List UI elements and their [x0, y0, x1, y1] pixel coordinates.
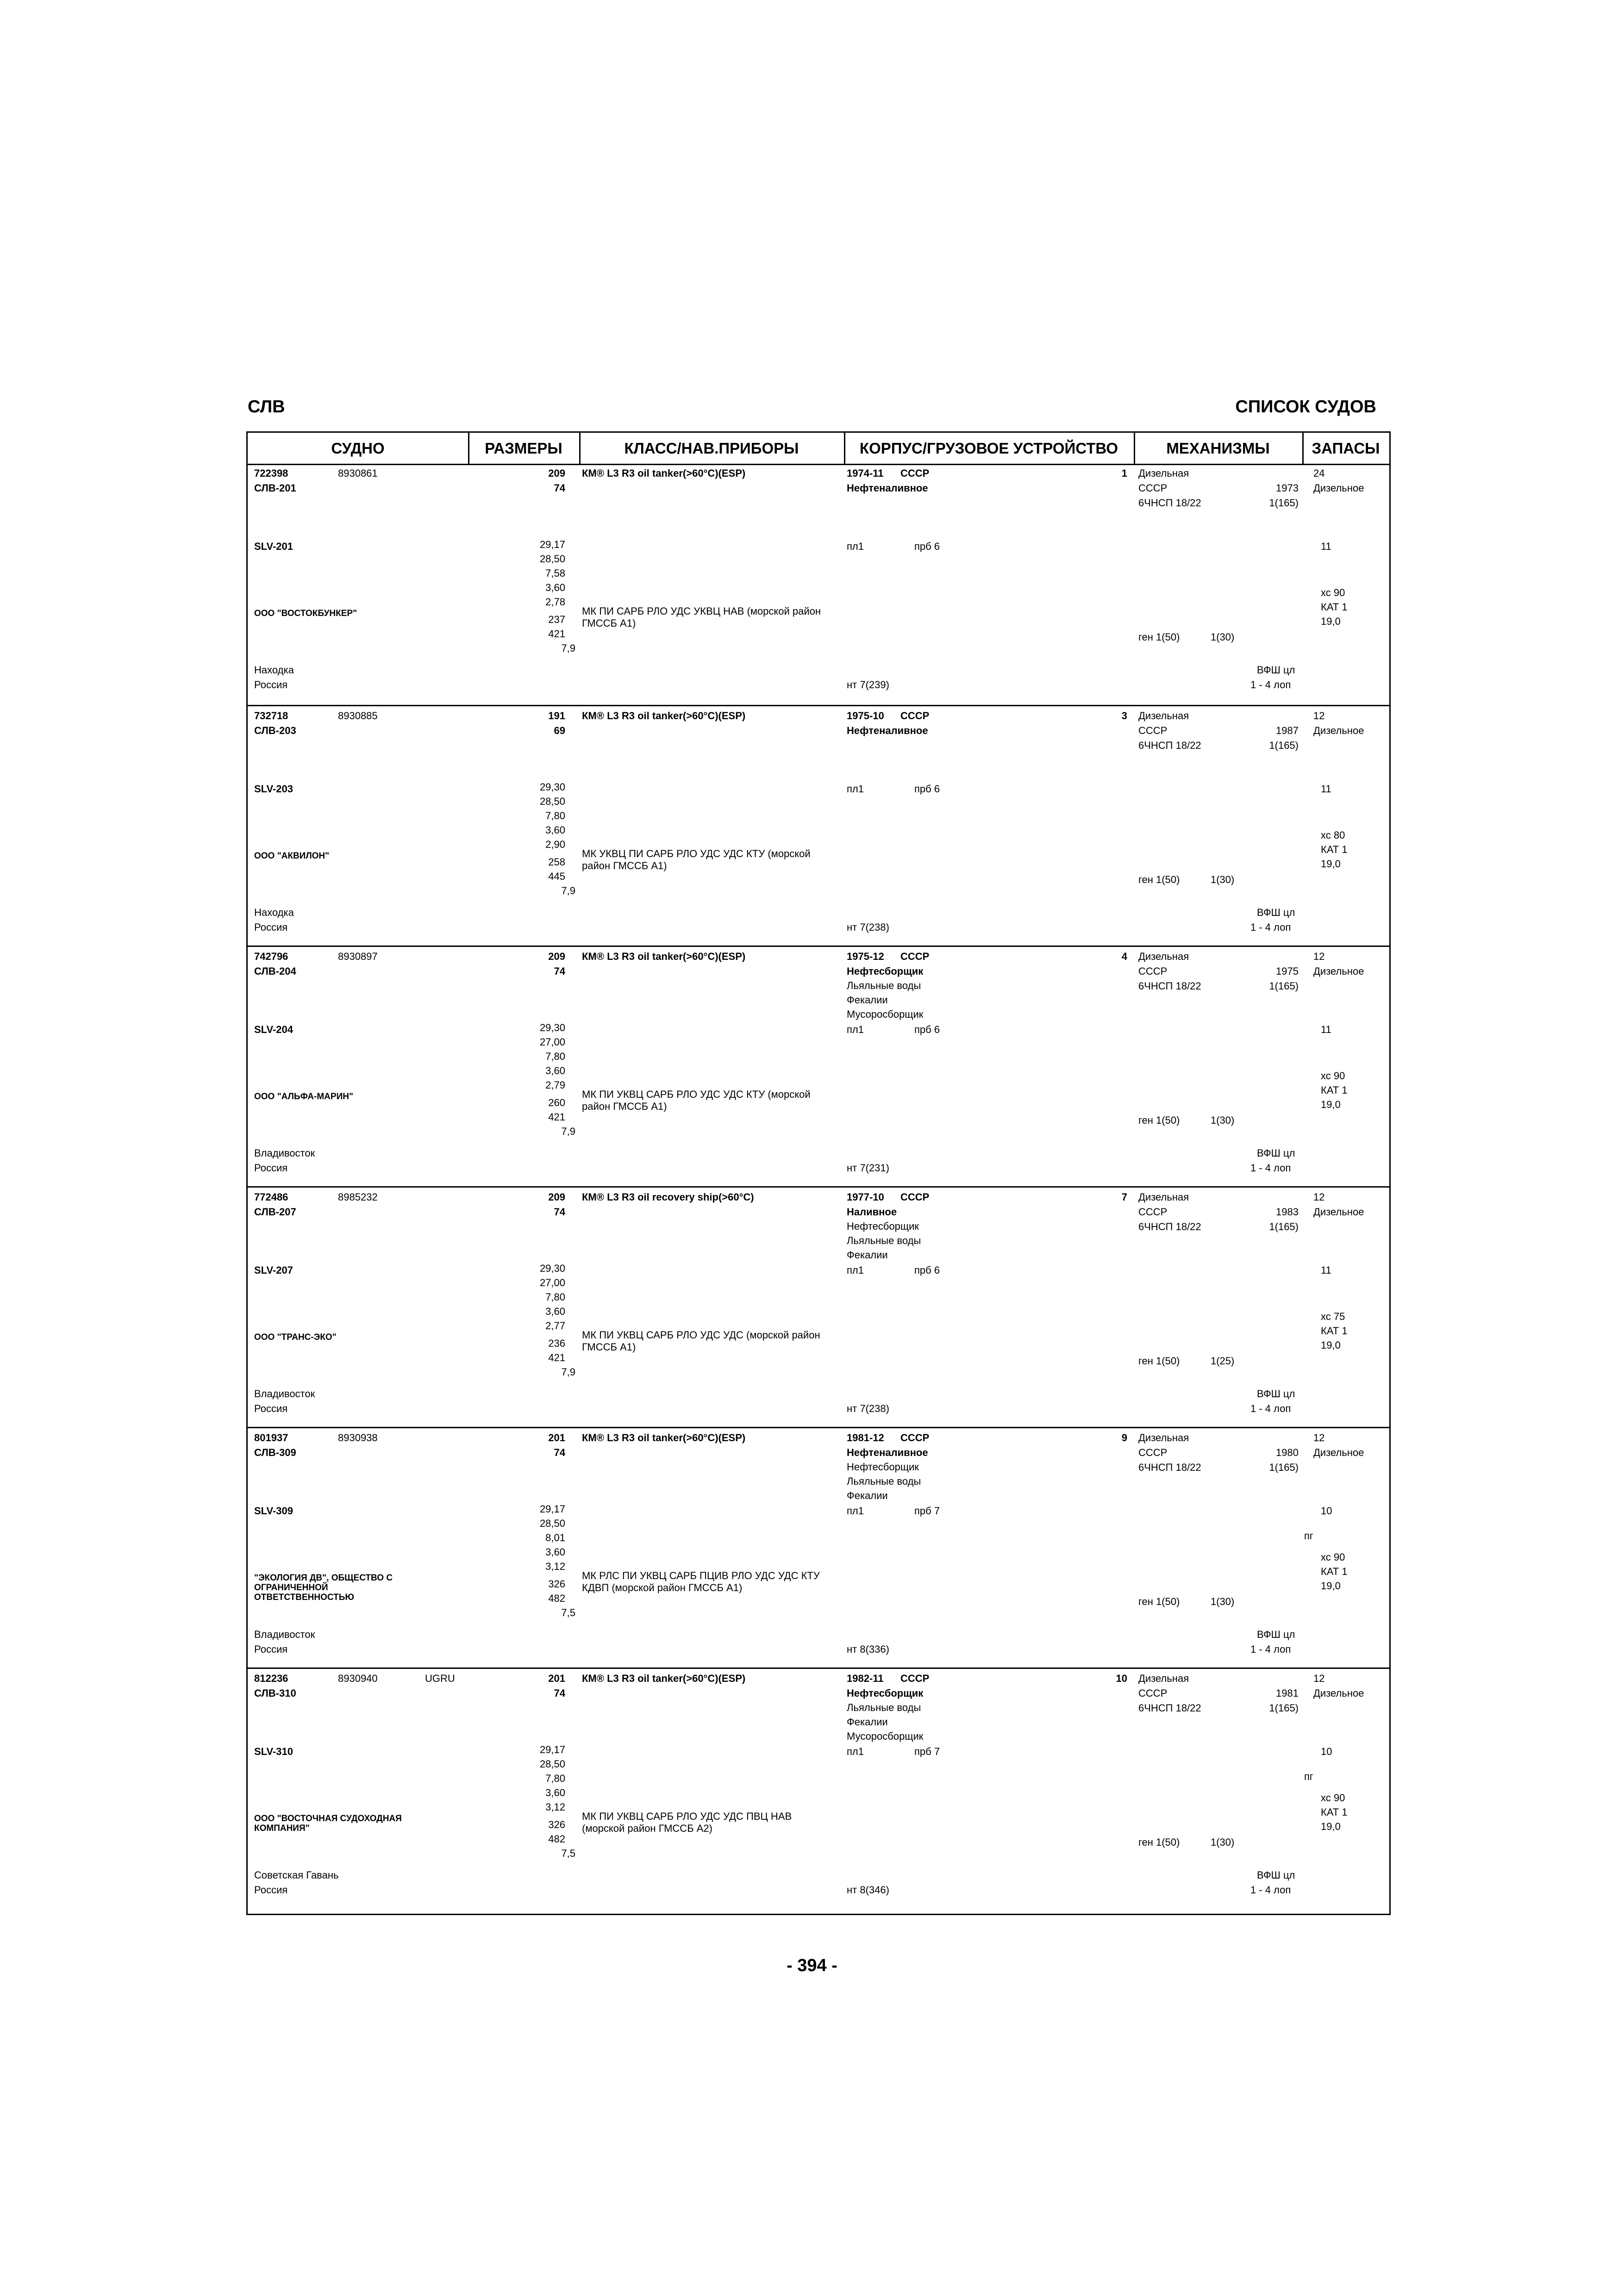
- imo-number: 8930861: [338, 467, 378, 479]
- propeller: ВФШ цл: [1257, 1629, 1295, 1640]
- engine-model: 6ЧНСП 18/22: [1138, 1702, 1201, 1714]
- net-tonnage: 74: [554, 1447, 565, 1458]
- yard-number: 1: [1121, 467, 1127, 479]
- plating: пл1: [847, 541, 864, 552]
- fuel-type: Дизельное: [1313, 482, 1364, 494]
- engine-count: 1(165): [1269, 980, 1299, 992]
- imo-number: 8930897: [338, 951, 378, 962]
- imo-number: 8930940: [338, 1673, 378, 1684]
- deadweight: 260: [548, 1097, 565, 1108]
- stores-category: КАТ 1: [1321, 1566, 1348, 1577]
- home-port: Находка: [254, 907, 294, 918]
- ship-name: СЛВ-207: [254, 1206, 296, 1218]
- gross-tonnage: 191: [548, 710, 565, 722]
- engine-model: 6ЧНСП 18/22: [1138, 1462, 1201, 1473]
- propeller-blades: 1 - 4 лоп: [1250, 679, 1291, 691]
- yard-number: 7: [1121, 1191, 1127, 1203]
- ship-entry: [248, 464, 1389, 704]
- deadweight: 236: [548, 1338, 565, 1349]
- engine-country: СССР: [1138, 482, 1168, 494]
- engine-type: Дизельная: [1138, 1432, 1189, 1444]
- stores-xs: хс 90: [1321, 1551, 1345, 1563]
- propeller: ВФШ цл: [1257, 1388, 1295, 1400]
- speed: 19,0: [1321, 1580, 1341, 1592]
- home-port: Советская Гавань: [254, 1869, 339, 1881]
- stores-days: 12: [1313, 1191, 1325, 1203]
- cargo-type: Фекалии: [847, 1490, 888, 1501]
- stores-category: КАТ 1: [1321, 601, 1348, 613]
- engine-country: СССР: [1138, 1687, 1168, 1699]
- speed: 19,0: [1321, 1099, 1341, 1110]
- cargo-type: Льяльные воды: [847, 1475, 921, 1487]
- ship-name-latin: SLV-201: [254, 541, 293, 552]
- reg-number: 742796: [254, 951, 288, 962]
- propeller: ВФШ цл: [1257, 907, 1295, 918]
- gross-tonnage: 209: [548, 1191, 565, 1203]
- engine-model: 6ЧНСП 18/22: [1138, 1221, 1201, 1232]
- engine-country: СССР: [1138, 1206, 1168, 1218]
- column-header-machinery: МЕХАНИЗМЫ: [1166, 440, 1270, 457]
- net-tonnage: 74: [554, 482, 565, 494]
- engine-year: 1980: [1276, 1447, 1299, 1458]
- call-sign: UGRU: [425, 1673, 455, 1684]
- class-notation: КМ® L3 R3 oil tanker(>60°C)(ESP): [582, 467, 746, 479]
- nav-equipment: МК ПИ УКВЦ САРБ РЛО УДС УДС ПВЦ НАВ (морской район ГМССБ А2): [582, 1811, 792, 1834]
- stores-xs: хс 80: [1321, 829, 1345, 841]
- engine-country: СССР: [1138, 725, 1168, 736]
- home-port: Владивосток: [254, 1147, 315, 1159]
- crew: 11: [1321, 1024, 1331, 1035]
- dimension-value: 29,17: [539, 1744, 565, 1755]
- imo-number: 8930885: [338, 710, 378, 722]
- bulkheads: прб 6: [914, 1024, 940, 1035]
- ship-name: СЛВ-203: [254, 725, 296, 736]
- ship-entry: [248, 705, 1389, 947]
- build-country: СССР: [900, 1673, 930, 1684]
- ship-entry: [248, 946, 1389, 1188]
- deadweight: 258: [548, 856, 565, 868]
- ship-name-latin: SLV-203: [254, 783, 293, 795]
- column-divider: [1134, 433, 1135, 465]
- build-year: 1974-11: [847, 467, 884, 479]
- engine-type: Дизельная: [1138, 951, 1189, 962]
- net-tonnage: 69: [554, 725, 565, 736]
- dimension-value: 27,00: [539, 1036, 565, 1048]
- generator-aux: 1(25): [1211, 1355, 1235, 1367]
- class-notation: КМ® L3 R3 oil tanker(>60°C)(ESP): [582, 710, 746, 722]
- ship-name-latin: SLV-310: [254, 1746, 293, 1757]
- draught: 7,9: [561, 642, 575, 654]
- dimension-value: 7,80: [545, 1291, 565, 1303]
- engine-type: Дизельная: [1138, 1191, 1189, 1203]
- stores-category: КАТ 1: [1321, 1325, 1348, 1337]
- cargo-type: Нефтеналивное: [847, 725, 928, 736]
- cargo-type: Мусоросборщик: [847, 1730, 924, 1742]
- bulkheads: прб 7: [914, 1505, 940, 1517]
- nav-equipment: МК ПИ УКВЦ САРБ РЛО УДС УДС (морской район ГМССБ А1): [582, 1329, 820, 1353]
- imo-number: 8930938: [338, 1432, 378, 1444]
- fuel-type: Дизельное: [1313, 1206, 1364, 1218]
- build-country: СССР: [900, 1191, 930, 1203]
- dimension-value: 29,17: [539, 539, 565, 550]
- dimension-value: 2,79: [545, 1079, 565, 1091]
- cargo-type: Фекалии: [847, 1716, 888, 1728]
- speed: 19,0: [1321, 616, 1341, 627]
- dimension-value: 3,12: [545, 1561, 565, 1572]
- plating: пл1: [847, 1264, 864, 1276]
- engine-year: 1987: [1276, 725, 1299, 736]
- stores-xs: хс 90: [1321, 1070, 1345, 1082]
- generator-aux: 1(30): [1211, 1836, 1235, 1848]
- draught: 7,5: [561, 1848, 575, 1859]
- nav-equipment: МК ПИ УКВЦ САРБ РЛО УДС УДС КТУ (морской район ГМССБ А1): [582, 1089, 811, 1112]
- owner-name: "ЭКОЛОГИЯ ДВ", ОБЩЕСТВО С ОГРАНИЧЕННОЙ ОТВЕТСТВЕННОСТЬЮ: [254, 1573, 393, 1602]
- stores-days: 24: [1313, 467, 1325, 479]
- bulkheads: прб 6: [914, 783, 940, 795]
- cargo-type: Фекалии: [847, 1249, 888, 1261]
- propeller: ВФШ цл: [1257, 1869, 1295, 1881]
- build-country: СССР: [900, 951, 930, 962]
- displacement: 445: [548, 871, 565, 882]
- deadweight: 237: [548, 614, 565, 625]
- engine-country: СССР: [1138, 965, 1168, 977]
- speed: 19,0: [1321, 1821, 1341, 1832]
- dimension-value: 29,17: [539, 1503, 565, 1515]
- engine-type: Дизельная: [1138, 710, 1189, 722]
- column-header-dimensions: РАЗМЕРЫ: [485, 440, 562, 457]
- generator: ген 1(50): [1138, 1355, 1180, 1367]
- stores-days: 12: [1313, 1673, 1325, 1684]
- engine-model: 6ЧНСП 18/22: [1138, 740, 1201, 751]
- stores-category: КАТ 1: [1321, 1806, 1348, 1818]
- reg-number: 732718: [254, 710, 288, 722]
- speed: 19,0: [1321, 858, 1341, 870]
- draught: 7,5: [561, 1607, 575, 1618]
- dimension-value: 7,80: [545, 1051, 565, 1062]
- holds: нт 7(238): [847, 1403, 889, 1414]
- displacement: 421: [548, 1352, 565, 1363]
- stores-category: КАТ 1: [1321, 1084, 1348, 1096]
- gross-tonnage: 209: [548, 467, 565, 479]
- page-header-left: СЛВ: [248, 397, 285, 417]
- net-tonnage: 74: [554, 965, 565, 977]
- stores-xs: хс 90: [1321, 587, 1345, 598]
- draught: 7,9: [561, 885, 575, 896]
- crew: 10: [1321, 1746, 1332, 1757]
- nav-equipment: МК ПИ САРБ РЛО УДС УКВЦ НАВ (морской район ГМССБ А1): [582, 605, 821, 629]
- displacement: 482: [548, 1833, 565, 1845]
- flag-country: Россия: [254, 1403, 288, 1414]
- stores-xs: хс 75: [1321, 1311, 1345, 1322]
- ship-entry: [248, 1186, 1389, 1428]
- column-divider: [844, 433, 845, 465]
- dimension-value: 2,78: [545, 596, 565, 608]
- owner-name: ООО "ВОСТОЧНАЯ СУДОХОДНАЯ КОМПАНИЯ": [254, 1814, 402, 1833]
- dimension-value: 28,50: [539, 1518, 565, 1529]
- cargo-type: Нефтеналивное: [847, 1447, 928, 1458]
- deadweight: 326: [548, 1578, 565, 1590]
- net-tonnage: 74: [554, 1687, 565, 1699]
- propeller: ВФШ цл: [1257, 1147, 1295, 1159]
- home-port: Находка: [254, 664, 294, 676]
- owner-name: ООО "ВОСТОКБУНКЕР": [254, 609, 357, 618]
- crew: 11: [1321, 541, 1331, 552]
- propeller-blades: 1 - 4 лоп: [1250, 1403, 1291, 1414]
- cargo-type: Льяльные воды: [847, 1702, 921, 1713]
- owner-name: ООО "ТРАНС-ЭКО": [254, 1332, 337, 1342]
- generator-aux: 1(30): [1211, 874, 1235, 885]
- cargo-type: Нефтесборщик: [847, 1220, 919, 1232]
- cargo-type: Фекалии: [847, 994, 888, 1006]
- dimension-value: 3,60: [545, 1546, 565, 1558]
- plating: пл1: [847, 1505, 864, 1517]
- owner-name: ООО "АКВИЛОН": [254, 851, 330, 861]
- build-country: СССР: [900, 1432, 930, 1444]
- flag-country: Россия: [254, 1643, 288, 1655]
- propeller: ВФШ цл: [1257, 664, 1295, 676]
- crew: 10: [1321, 1505, 1332, 1517]
- ship-entry: [248, 1427, 1389, 1669]
- reg-number: 801937: [254, 1432, 288, 1444]
- build-country: СССР: [900, 710, 930, 722]
- fuel-type: Дизельное: [1313, 1687, 1364, 1699]
- engine-count: 1(165): [1269, 497, 1299, 509]
- engine-year: 1973: [1276, 482, 1299, 494]
- engine-count: 1(165): [1269, 1702, 1299, 1714]
- column-divider: [579, 433, 581, 465]
- dimension-value: 8,01: [545, 1532, 565, 1543]
- stores-days: 12: [1313, 1432, 1325, 1444]
- dimension-value: 2,77: [545, 1320, 565, 1332]
- fuel-type: Дизельное: [1313, 1447, 1364, 1458]
- column-header-class: КЛАСС/НАВ.ПРИБОРЫ: [624, 440, 799, 457]
- build-year: 1982-11: [847, 1673, 884, 1684]
- dimension-value: 3,60: [545, 582, 565, 593]
- generator: ген 1(50): [1138, 631, 1180, 643]
- displacement: 421: [548, 1111, 565, 1123]
- ship-register-table: [246, 431, 1391, 1915]
- engine-country: СССР: [1138, 1447, 1168, 1458]
- class-notation: КМ® L3 R3 oil tanker(>60°C)(ESP): [582, 1432, 746, 1444]
- stores-days: 12: [1313, 710, 1325, 722]
- stores-days: 12: [1313, 951, 1325, 962]
- plating: пл1: [847, 783, 864, 795]
- engine-year: 1983: [1276, 1206, 1299, 1218]
- engine-year: 1981: [1276, 1687, 1299, 1699]
- flag-country: Россия: [254, 921, 288, 933]
- engine-count: 1(165): [1269, 1462, 1299, 1473]
- engine-type: Дизельная: [1138, 467, 1189, 479]
- deadweight: 326: [548, 1819, 565, 1830]
- engine-model: 6ЧНСП 18/22: [1138, 497, 1201, 509]
- plating: пл1: [847, 1024, 864, 1035]
- holds: нт 8(346): [847, 1884, 889, 1896]
- home-port: Владивосток: [254, 1629, 315, 1640]
- displacement: 421: [548, 628, 565, 640]
- build-year: 1975-12: [847, 951, 884, 962]
- class-notation: КМ® L3 R3 oil tanker(>60°C)(ESP): [582, 951, 746, 962]
- holds: нт 7(231): [847, 1162, 889, 1174]
- pg-mark: пг: [1304, 1771, 1313, 1782]
- flag-country: Россия: [254, 1162, 288, 1174]
- dimension-value: 3,60: [545, 824, 565, 836]
- build-year: 1975-10: [847, 710, 884, 722]
- bulkheads: прб 6: [914, 1264, 940, 1276]
- draught: 7,9: [561, 1366, 575, 1378]
- ship-name-latin: SLV-207: [254, 1264, 293, 1276]
- propeller-blades: 1 - 4 лоп: [1250, 921, 1291, 933]
- ship-name: СЛВ-309: [254, 1447, 296, 1458]
- cargo-type: Наливное: [847, 1206, 897, 1218]
- dimension-value: 28,50: [539, 796, 565, 807]
- holds: нт 7(238): [847, 921, 889, 933]
- dimension-value: 3,60: [545, 1306, 565, 1317]
- fuel-type: Дизельное: [1313, 725, 1364, 736]
- stores-xs: хс 90: [1321, 1792, 1345, 1804]
- cargo-type: Льяльные воды: [847, 1235, 921, 1246]
- nav-equipment: МК УКВЦ ПИ САРБ РЛО УДС УДС КТУ (морской район ГМССБ А1): [582, 848, 811, 871]
- column-header-row: [248, 433, 1389, 465]
- reg-number: 772486: [254, 1191, 288, 1203]
- ship-entry: [248, 1668, 1389, 1910]
- dimension-value: 7,80: [545, 810, 565, 821]
- bulkheads: прб 7: [914, 1746, 940, 1757]
- generator: ген 1(50): [1138, 1836, 1180, 1848]
- pg-mark: пг: [1304, 1530, 1313, 1542]
- page-number: - 394 -: [787, 1956, 837, 1975]
- propeller-blades: 1 - 4 лоп: [1250, 1884, 1291, 1896]
- draught: 7,9: [561, 1126, 575, 1137]
- generator: ген 1(50): [1138, 1596, 1180, 1607]
- dimension-value: 29,30: [539, 1263, 565, 1274]
- gross-tonnage: 201: [548, 1432, 565, 1444]
- dimension-value: 27,00: [539, 1277, 565, 1288]
- dimension-value: 28,50: [539, 553, 565, 565]
- net-tonnage: 74: [554, 1206, 565, 1218]
- cargo-type: Мусоросборщик: [847, 1008, 924, 1020]
- reg-number: 722398: [254, 467, 288, 479]
- cargo-type: Нефтесборщик: [847, 965, 924, 977]
- yard-number: 10: [1116, 1673, 1127, 1684]
- fuel-type: Дизельное: [1313, 965, 1364, 977]
- generator-aux: 1(30): [1211, 1596, 1235, 1607]
- engine-model: 6ЧНСП 18/22: [1138, 980, 1201, 992]
- holds: нт 8(336): [847, 1643, 889, 1655]
- class-notation: КМ® L3 R3 oil tanker(>60°C)(ESP): [582, 1673, 746, 1684]
- nav-equipment: МК РЛС ПИ УКВЦ САРБ ПЦИВ РЛО УДС УДС КТУ КДВП (морской район ГМССБ А1): [582, 1570, 820, 1593]
- ship-name: СЛВ-204: [254, 965, 296, 977]
- column-divider: [1302, 433, 1304, 465]
- page-header-right: СПИСОК СУДОВ: [1235, 397, 1376, 417]
- gross-tonnage: 201: [548, 1673, 565, 1684]
- build-country: СССР: [900, 467, 930, 479]
- ship-name-latin: SLV-309: [254, 1505, 293, 1517]
- dimension-value: 7,80: [545, 1773, 565, 1784]
- cargo-type: Льяльные воды: [847, 980, 921, 991]
- bulkheads: прб 6: [914, 541, 940, 552]
- yard-number: 3: [1121, 710, 1127, 722]
- cargo-type: Нефтеналивное: [847, 482, 928, 494]
- speed: 19,0: [1321, 1339, 1341, 1351]
- generator: ген 1(50): [1138, 874, 1180, 885]
- generator: ген 1(50): [1138, 1114, 1180, 1126]
- dimension-value: 2,90: [545, 839, 565, 850]
- dimension-value: 3,60: [545, 1787, 565, 1798]
- holds: нт 7(239): [847, 679, 889, 691]
- yard-number: 4: [1121, 951, 1127, 962]
- propeller-blades: 1 - 4 лоп: [1250, 1643, 1291, 1655]
- dimension-value: 29,30: [539, 1022, 565, 1033]
- column-header-hull: КОРПУС/ГРУЗОВОЕ УСТРОЙСТВО: [859, 440, 1118, 457]
- generator-aux: 1(30): [1211, 1114, 1235, 1126]
- engine-count: 1(165): [1269, 1221, 1299, 1232]
- cargo-type: Нефтесборщик: [847, 1687, 924, 1699]
- plating: пл1: [847, 1746, 864, 1757]
- yard-number: 9: [1121, 1432, 1127, 1444]
- flag-country: Россия: [254, 1884, 288, 1896]
- crew: 11: [1321, 783, 1331, 795]
- propeller-blades: 1 - 4 лоп: [1250, 1162, 1291, 1174]
- column-header-stores: ЗАПАСЫ: [1312, 440, 1380, 457]
- ship-name: СЛВ-201: [254, 482, 296, 494]
- ship-name: СЛВ-310: [254, 1687, 296, 1699]
- cargo-type: Нефтесборщик: [847, 1461, 919, 1473]
- build-year: 1981-12: [847, 1432, 884, 1444]
- engine-count: 1(165): [1269, 740, 1299, 751]
- engine-year: 1975: [1276, 965, 1299, 977]
- engine-type: Дизельная: [1138, 1673, 1189, 1684]
- dimension-value: 3,12: [545, 1801, 565, 1813]
- dimension-value: 28,50: [539, 1758, 565, 1770]
- stores-category: КАТ 1: [1321, 844, 1348, 855]
- owner-name: ООО "АЛЬФА-МАРИН": [254, 1092, 353, 1101]
- gross-tonnage: 209: [548, 951, 565, 962]
- home-port: Владивосток: [254, 1388, 315, 1400]
- dimension-value: 7,58: [545, 567, 565, 579]
- imo-number: 8985232: [338, 1191, 378, 1203]
- class-notation: КМ® L3 R3 oil recovery ship(>60°C): [582, 1191, 754, 1203]
- dimension-value: 3,60: [545, 1065, 565, 1076]
- dimension-value: 29,30: [539, 781, 565, 793]
- column-header-ship: СУДНО: [331, 440, 385, 457]
- crew: 11: [1321, 1264, 1331, 1276]
- build-year: 1977-10: [847, 1191, 884, 1203]
- reg-number: 812236: [254, 1673, 288, 1684]
- column-divider: [468, 433, 469, 465]
- flag-country: Россия: [254, 679, 288, 691]
- ship-name-latin: SLV-204: [254, 1024, 293, 1035]
- generator-aux: 1(30): [1211, 631, 1235, 643]
- displacement: 482: [548, 1593, 565, 1604]
